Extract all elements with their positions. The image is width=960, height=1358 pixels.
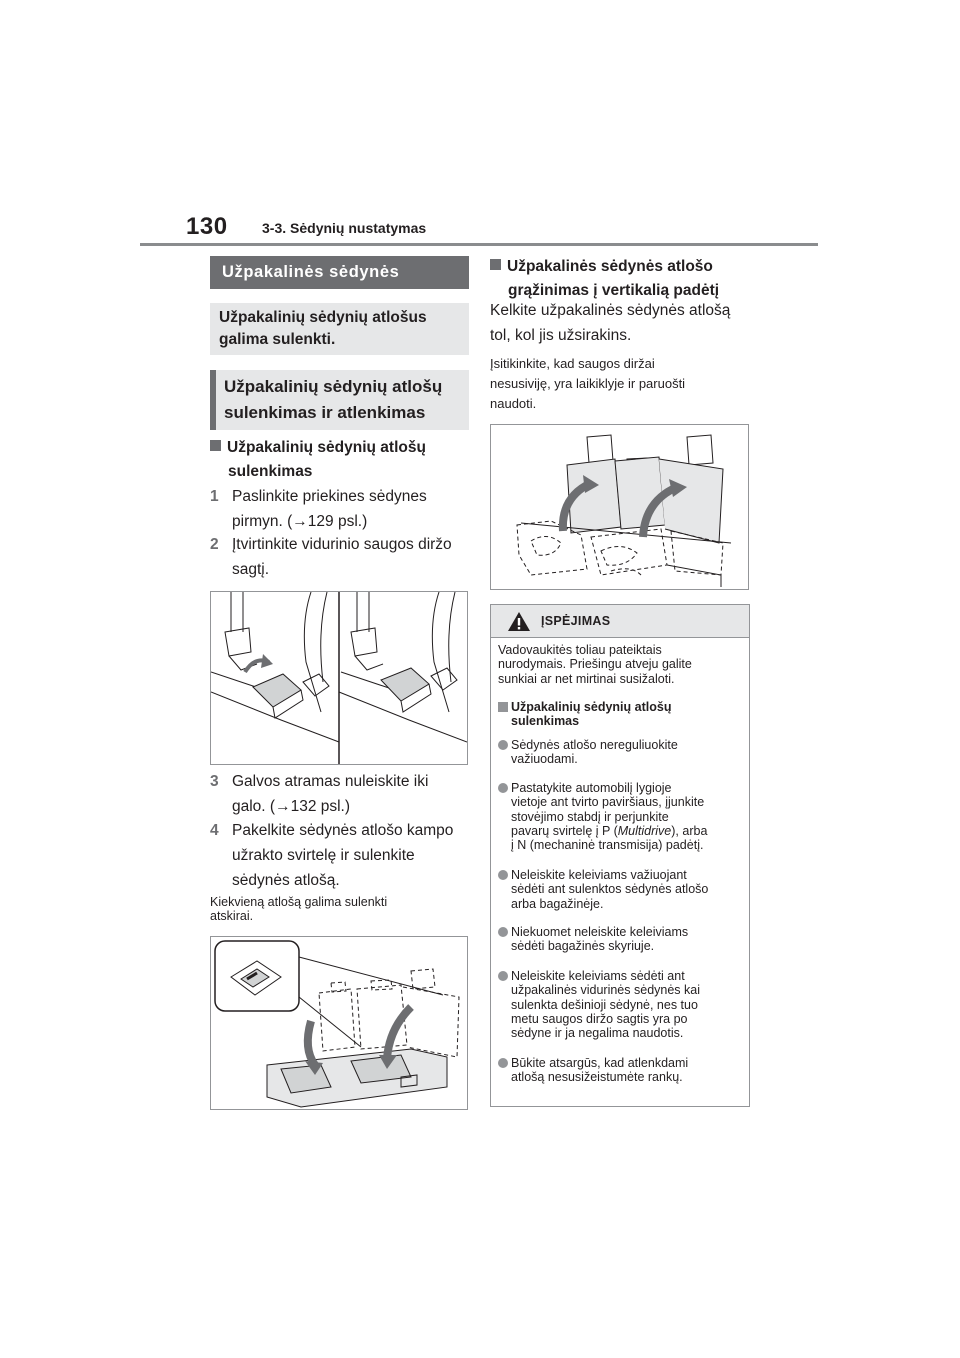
warning-line: į N (mechaninė transmisija) padėtį. bbox=[511, 838, 704, 853]
warning-line: važiuodami. bbox=[511, 752, 578, 767]
step-2 bbox=[210, 532, 470, 582]
note-line: Kiekvieną atlošą galima sulenkti bbox=[210, 895, 388, 909]
page-number: 130 bbox=[186, 213, 228, 240]
square-bullet-icon bbox=[490, 259, 501, 270]
step-line: Pakelkite sėdynės atlošo kampo bbox=[232, 822, 454, 839]
section-title: Užpakalinės sėdynės bbox=[210, 256, 469, 289]
warning-line: sunkiai ar net mirtinai susižaloti. bbox=[498, 671, 675, 686]
header-rule bbox=[140, 243, 818, 246]
warning-header bbox=[491, 605, 749, 638]
step-line: Galvos atramas nuleiskite iki bbox=[232, 773, 429, 790]
bullet-dot-icon bbox=[498, 927, 508, 937]
warning-line: metu saugos diržo sagtis yra po bbox=[511, 1011, 688, 1026]
warning-bullet bbox=[498, 969, 742, 1040]
return-heading bbox=[490, 255, 750, 303]
fold-heading-line: Užpakalinių sėdynių atlošų bbox=[227, 439, 426, 456]
warning-line: atlošą nesusižeistumėte rankų. bbox=[511, 1070, 683, 1085]
subsection-line: sulenkimas ir atlenkimas bbox=[224, 403, 426, 422]
warning-line: Neleiskite keleiviams sėdėti ant bbox=[511, 969, 685, 983]
warning-box bbox=[490, 604, 750, 1107]
buckle-illustration bbox=[210, 591, 468, 765]
step-number: 4 bbox=[210, 822, 219, 839]
intro-line: Užpakalinių sėdynių atlošus bbox=[219, 309, 427, 326]
bullet-dot-icon bbox=[498, 870, 508, 880]
note-line: atskirai. bbox=[210, 909, 254, 923]
intro-box bbox=[210, 303, 469, 355]
return-seats-illustration bbox=[490, 424, 749, 590]
warning-line: užpakalinės vidurinės sėdynės kai bbox=[511, 983, 700, 998]
return-seats-drawing bbox=[491, 425, 748, 589]
warning-line: Pastatykite automobilį lygioje bbox=[511, 781, 672, 795]
warning-line: Užpakalinių sėdynių atlošų bbox=[511, 700, 672, 714]
warning-line: Niekuomet neleiskite keleiviams bbox=[511, 925, 689, 939]
bullet-dot-icon bbox=[498, 783, 508, 793]
return-line: tol, kol jis užsirakins. bbox=[490, 327, 632, 344]
step-number: 3 bbox=[210, 773, 219, 790]
check-line: naudoti. bbox=[490, 396, 537, 411]
return-instruction bbox=[490, 298, 750, 348]
warning-line: Vadovaukitės toliau pateiktais bbox=[498, 643, 662, 657]
warning-line: Būkite atsargūs, kad atlenkdami bbox=[511, 1056, 689, 1070]
step-line: sėdynės atlošą. bbox=[232, 872, 340, 889]
subsection-title bbox=[210, 370, 469, 430]
step-line: galo. (→132 psl.) bbox=[232, 798, 351, 815]
square-bullet-icon bbox=[498, 702, 508, 712]
return-line: Kelkite užpakalinės sėdynės atlošą bbox=[490, 302, 731, 319]
warning-bullet bbox=[498, 781, 742, 852]
warning-line: sulenkimas bbox=[511, 714, 580, 729]
warning-bullet bbox=[498, 925, 742, 954]
step-line: sagtį. bbox=[232, 561, 270, 578]
fold-note bbox=[210, 895, 470, 923]
warning-line: sulenkta dešinioji sėdynė, nes tuo bbox=[511, 997, 698, 1012]
step-line: užrakto svirtelę ir sulenkite bbox=[232, 847, 415, 864]
square-bullet-icon bbox=[210, 440, 221, 451]
return-heading-line: Užpakalinės sėdynės atlošo bbox=[507, 258, 713, 275]
warning-line: stovėjimo stabdį ir perjunkite bbox=[511, 809, 669, 824]
return-heading-line: grąžinimas į vertikalią padėtį bbox=[508, 282, 720, 299]
warning-intro bbox=[498, 643, 742, 686]
warning-line: sėdėti ant sulenktos sėdynės atlošo bbox=[511, 882, 709, 897]
step-number: 2 bbox=[210, 536, 219, 553]
warning-subheading bbox=[498, 700, 742, 729]
fold-heading-line: sulenkimas bbox=[228, 463, 313, 480]
warning-bullet bbox=[498, 738, 742, 767]
warning-line: sėdyne ir ja negalima naudotis. bbox=[511, 1026, 684, 1041]
step-4 bbox=[210, 818, 470, 893]
step-line: pirmyn. (→129 psl.) bbox=[232, 513, 368, 530]
warning-line: sėdėti bagažinės skyriuje. bbox=[511, 939, 655, 954]
fold-heading bbox=[210, 436, 470, 484]
check-line: Įsitikinkite, kad saugos diržai bbox=[490, 356, 655, 371]
bullet-dot-icon bbox=[498, 1058, 508, 1068]
step-1 bbox=[210, 484, 470, 534]
warning-triangle-icon bbox=[507, 611, 531, 632]
buckle-drawing bbox=[211, 592, 467, 764]
check-line: nesusiviję, yra laikiklyje ir paruošti bbox=[490, 376, 686, 391]
fold-seats-illustration bbox=[210, 936, 468, 1110]
belt-check-note bbox=[490, 354, 750, 414]
warning-line: Sėdynės atlošo nereguliuokite bbox=[511, 738, 678, 752]
warning-line: nurodymais. Priešingu atveju galite bbox=[498, 657, 692, 672]
bullet-dot-icon bbox=[498, 971, 508, 981]
warning-title: ĮSPĖJIMAS bbox=[541, 614, 611, 628]
warning-line: arba bagažinėje. bbox=[511, 896, 604, 911]
subsection-line: Užpakalinių sėdynių atlošų bbox=[224, 377, 443, 396]
bullet-dot-icon bbox=[498, 740, 508, 750]
step-line: Paslinkite priekines sėdynes bbox=[232, 488, 427, 505]
warning-bullet bbox=[498, 1056, 742, 1085]
warning-line: Neleiskite keleiviams važiuojant bbox=[511, 868, 687, 882]
step-3 bbox=[210, 769, 470, 819]
warning-line: pavarų svirtelę į P (Multidrive), arba bbox=[511, 823, 708, 838]
warning-bullet bbox=[498, 868, 742, 911]
intro-line: galima sulenkti. bbox=[219, 331, 336, 348]
step-number: 1 bbox=[210, 488, 219, 505]
warning-line: vietoje ant tvirto paviršiaus, įjunkite bbox=[511, 795, 705, 810]
step-line: Įtvirtinkite vidurinio saugos diržo bbox=[232, 536, 452, 553]
running-header: 3-3. Sėdynių nustatymas bbox=[262, 220, 427, 236]
fold-seats-drawing bbox=[211, 937, 467, 1109]
